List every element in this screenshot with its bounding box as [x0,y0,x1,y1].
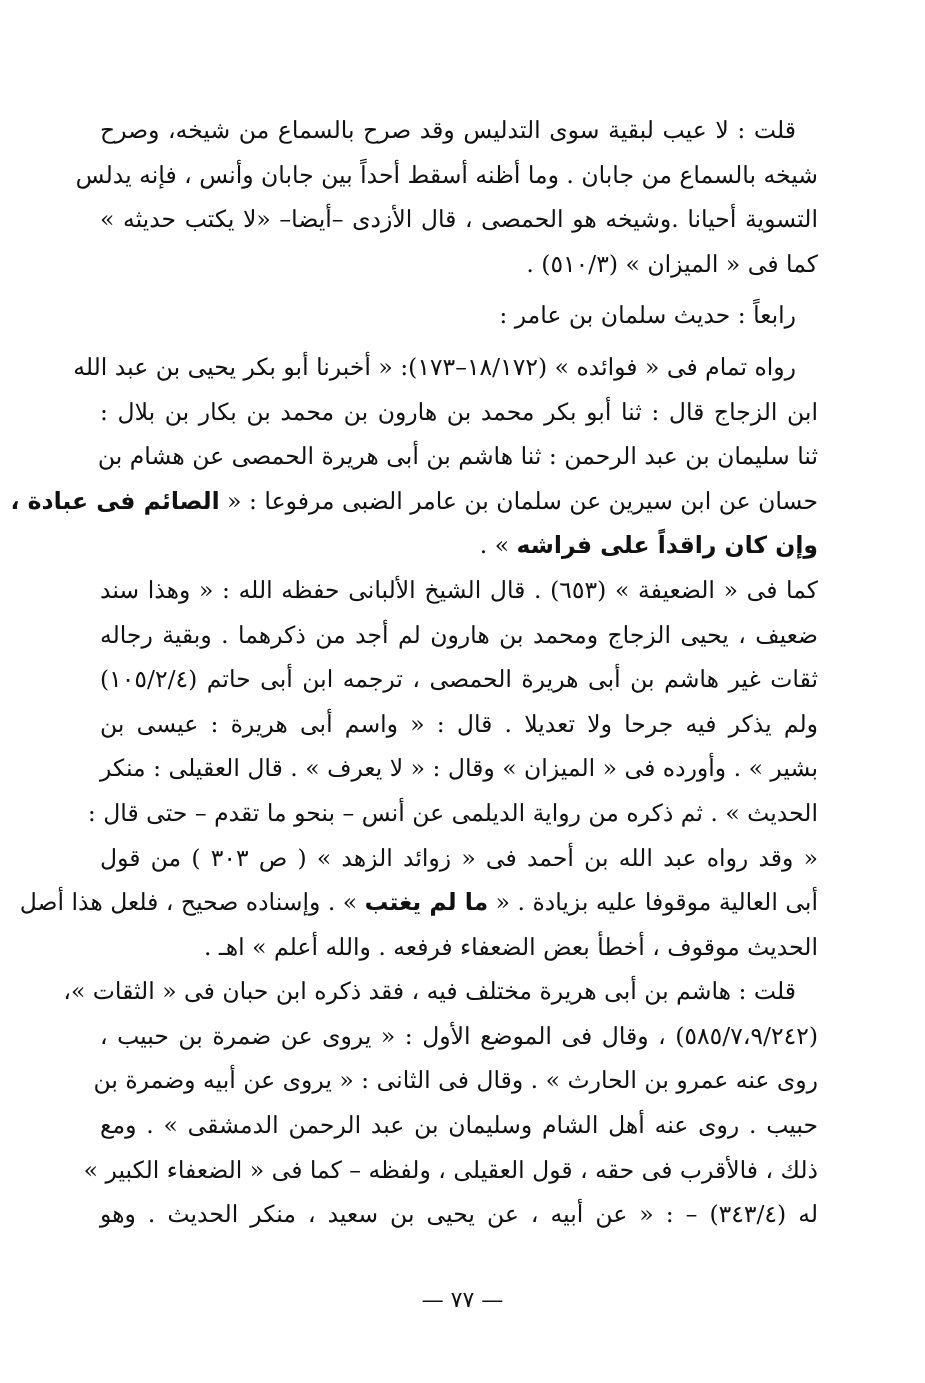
hadith-quote-continued: وإن كان راقداً على فراشه [516,531,818,560]
text-segment: » . [479,531,517,560]
text-line [10,479,818,524]
text-line: رواه تمام فى « فوائده » (١٨/١٧٢–١٧٣): « أخبرنا أبو بكر يحيى بن عبد الله [73,352,796,381]
text-line: كما فى « الميزان » (٥١٠/٣) . [526,249,818,278]
text-segment: حسان عن ابن سيرين عن سلمان بن عامر الضبى مرفوعا : « [227,486,818,515]
text-line: ضعيف ، يحيى الزجاج ومحمد بن هارون لم أجد من ذكرهما . وبقية رجاله [100,620,818,649]
text-line: ثقات غير هاشم بن أبى هريرة الحمصى ، ترجمه ابن أبى حاتم (١٠٥/٢/٤) [100,665,818,694]
text-line: التسوية أحيانا .وشيخه هو الحمصى ، قال الأزدى –أيضا– «لا يكتب حديثه » [100,205,818,234]
text-line: روى عنه عمرو بن الحارث » . وقال فى الثانى : « يروى عن أبيه وضمرة بن [93,1066,818,1095]
text-line [19,880,818,925]
text-segment: » . وإسناده صحيح ، فلعل هذا أصل [19,888,365,917]
text-line: حبيب . روى عنه أهل الشام وسليمان بن عبد الرحمن الدمشقى » . ومع [100,1111,818,1140]
text-line: الحديث موقوف ، أخطأ بعض الضعفاء فرفعه . والله أعلم » اهـ . [203,932,818,961]
paragraph-3 [10,345,818,568]
text-line: شيخه بالسماع من جابان . وما أظنه أسقط أحداً بين جابان وأنس ، فإنه يدلس [75,160,818,189]
text-line [100,523,818,568]
text-line: كما فى « الضعيفة » (٦٥٣) . قال الشيخ الألبانى حفظه الله : « وهذا سند [100,575,818,604]
text-line: قلت : هاشم بن أبى هريرة مختلف فيه ، فقد ذكره ابن حبان فى « الثقات »، [63,977,796,1006]
hadith-addition: ما لم يغتب [364,888,489,917]
document-page [10,108,818,1237]
page-number: — ٧٧ — [421,1288,504,1313]
paragraph-5 [63,969,818,1237]
text-line: قلت : لا عيب لبقية سوى التدليس وقد صرح بالسماع من شيخه، وصرح [100,116,796,144]
text-line: بشير » . وأورده فى « الميزان » وقال : « لا يعرف » . قال العقيلى : منكر [100,754,818,783]
text-line: ذلك ، فالأقرب فى حقه ، قول العقيلى ، ولفظه – كما فى « الضعفاء الكبير » [83,1155,818,1184]
paragraph-4 [19,568,818,969]
text-line: ابن الزجاج قال : ثنا أبو بكر محمد بن هارون بن محمد بن بكار بن بلال : [100,397,818,426]
section-heading [100,293,818,338]
text-line: ولم يذكر فيه جرحا ولا تعديلا . قال : « واسم أبى هريرة : عيسى بن [100,709,818,738]
text-line: رابعاً : حديث سلمان بن عامر : [499,301,796,330]
text-segment: أبى العالية موقوفا عليه بزيادة . « [495,888,818,917]
paragraph-1 [75,108,818,286]
text-line: له (٣٤٣/٤) – : « عن أبيه ، عن يحيى بن سعيد ، منكر الحديث . وهو [100,1200,818,1229]
text-line: (٥٨٥/٧،٩/٢٤٢) ، وقال فى الموضع الأول : « يروى عن ضمرة بن حبيب ، [100,1021,818,1050]
hadith-quote: الصائم فى عبادة ، [10,486,220,515]
text-line: الحديث » . ثم ذكره من رواية الديلمى عن أنس – بنحو ما تقدم – حتى قال : [87,798,818,827]
text-line: ثنا سليمان بن عبد الرحمن : ثنا هاشم بن أبى هريرة الحمصى عن هشام بن [97,442,818,471]
text-line: « وقد رواه عبد الله بن أحمد فى « زوائد الزهد » ( ص ٣٠٣ ) من قول [100,843,818,872]
